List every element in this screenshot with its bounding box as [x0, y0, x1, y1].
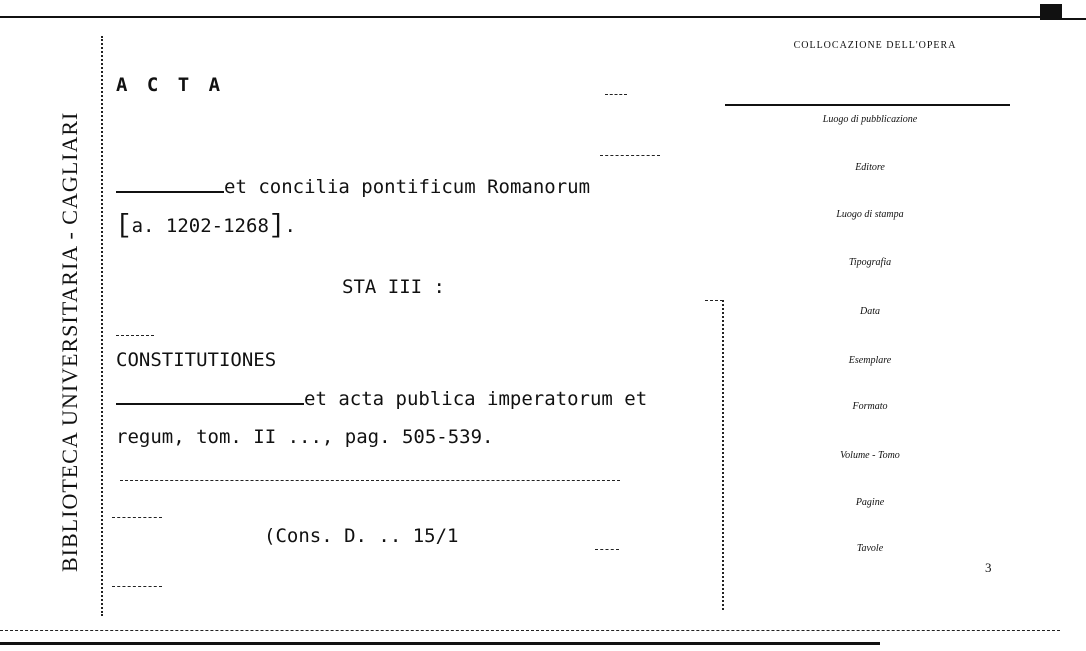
card-line-2: [116, 210, 296, 240]
card-line-7: (Cons. D. .. 15/1: [264, 525, 459, 547]
corner-mark-3: 3: [985, 560, 992, 575]
close-bracket-icon: ]: [268, 210, 285, 240]
dash-mark: [605, 94, 627, 95]
card-heading: A C T A: [116, 74, 225, 96]
form-field-copy: Esemplare: [848, 355, 892, 366]
line-5-text: et acta publica imperatorum et: [304, 388, 648, 410]
dash-mark: [0, 630, 1060, 631]
blank-rule: [116, 191, 224, 193]
form-field-place-of-publication: Luogo di pubblicazione: [822, 114, 918, 125]
card-line-5: [116, 388, 647, 410]
form-field-publisher: Editore: [855, 162, 885, 173]
dash-mark: [112, 517, 162, 518]
card-line-4: CONSTITUTIONES: [116, 349, 277, 371]
bottom-border: [0, 642, 880, 645]
right-margin-line: [722, 300, 724, 610]
top-border: [0, 16, 1040, 18]
line-1-text: et concilia pontificum Romanorum: [224, 176, 591, 198]
card-line-1: [116, 176, 590, 198]
dash-mark: [120, 480, 620, 481]
dash-mark: [116, 335, 154, 336]
dash-mark: [595, 549, 619, 550]
open-bracket-icon: [: [116, 210, 132, 240]
form-field-plates: Tavole: [856, 543, 884, 554]
dash-mark: [112, 586, 162, 587]
dash-mark: [705, 300, 723, 301]
card-line-6: regum, tom. II ..., pag. 505-539.: [116, 426, 494, 448]
line-2-suffix: .: [284, 215, 296, 237]
corner-tab-line: [1040, 18, 1086, 20]
form-title: COLLOCAZIONE DELL'OPERA: [793, 40, 957, 51]
dash-mark: [600, 155, 660, 156]
blank-rule: [116, 403, 304, 405]
form-field-place-of-printing: Luogo di stampa: [836, 209, 904, 220]
card-line-3: STA III :: [342, 276, 445, 298]
left-margin-line: [101, 36, 103, 616]
library-stamp: BIBLIOTECA UNIVERSITARIA - CAGLIARI: [57, 111, 82, 572]
form-field-pages: Pagine: [855, 497, 885, 508]
form-field-format: Formato: [852, 401, 888, 412]
form-title-rule: [725, 104, 1010, 106]
line-2-text: a. 1202-1268: [131, 215, 269, 237]
form-field-date: Data: [860, 306, 880, 317]
form-field-printer: Tipografia: [848, 257, 892, 268]
form-field-volume-tome: Volume - Tomo: [840, 450, 900, 461]
